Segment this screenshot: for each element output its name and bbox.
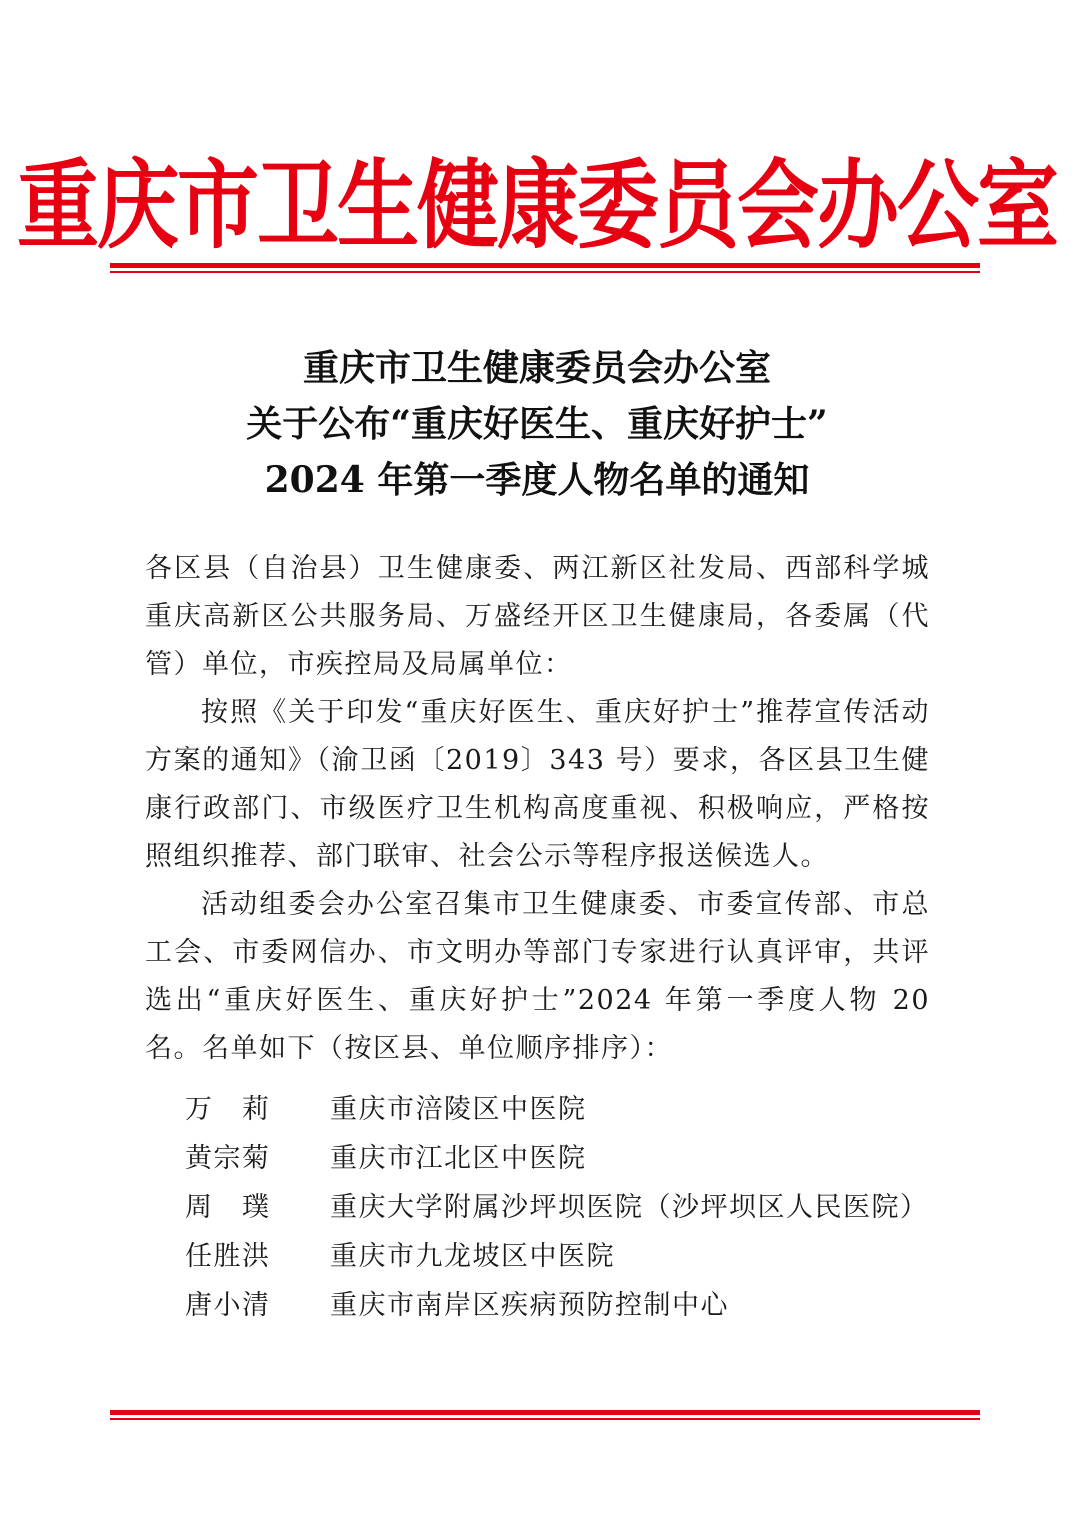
- honoree-name: 唐小清: [185, 1290, 271, 1321]
- addressee-text: 各区县（自治县）卫生健康委、两江新区社发局、西部科学城重庆高新区公共服务局、万盛经开区卫生健康局，各委属（代管）单位，市疾控局及局属单位：: [145, 553, 930, 680]
- honoree-name: 周 璞: [185, 1192, 271, 1223]
- list-item: [185, 1232, 945, 1281]
- title-line-2: 关于公布“重庆好医生、重庆好护士”: [246, 403, 828, 445]
- list-item: [185, 1183, 945, 1232]
- footer-rule-thin: [110, 1418, 980, 1420]
- paragraph-text-1: 按照《关于印发“重庆好医生、重庆好护士”推荐宣传活动方案的通知》（渝卫函〔2019〕343 号）要求，各区县卫生健康行政部门、市级医疗卫生机构高度重视、积极响应，严格按照组织推荐、部门联审、社会公示等程序报送候选人。: [145, 697, 930, 872]
- honoree-unit: 重庆市涪陵区中医院: [330, 1094, 587, 1125]
- honoree-unit: 重庆市南岸区疾病预防控制中心: [330, 1290, 729, 1321]
- title-line-1: 重庆市卫生健康委员会办公室: [302, 347, 771, 389]
- header-rule-thin: [110, 271, 980, 273]
- masthead-title: 重庆市卫生健康委员会办公室: [16, 150, 1057, 263]
- list-item: [185, 1085, 945, 1134]
- honoree-name: 万 莉: [185, 1094, 271, 1125]
- honoree-name: 任胜洪: [185, 1241, 271, 1272]
- list-item: [185, 1281, 945, 1330]
- addressee-block: [145, 545, 930, 689]
- body-paragraph-2: [145, 881, 930, 1073]
- paragraph-text-2: 活动组委会办公室召集市卫生健康委、市委宣传部、市总工会、市委网信办、市文明办等部门专家进行认真评审，共评选出“重庆好医生、重庆好护士”2024 年第一季度人物 20 名。名单如下（按区县、单位顺序排序）：: [145, 889, 930, 1064]
- honoree-list: [185, 1085, 945, 1330]
- honoree-unit: 重庆市九龙坡区中医院: [330, 1241, 615, 1272]
- footer-red-rule: [110, 1410, 980, 1420]
- honoree-name: 黄宗菊: [185, 1143, 271, 1174]
- body-paragraph-1: [145, 689, 930, 881]
- list-item: [185, 1134, 945, 1183]
- header-red-rule: [110, 263, 980, 273]
- honoree-unit: 重庆大学附属沙坪坝医院（沙坪坝区人民医院）: [330, 1192, 929, 1223]
- honoree-unit: 重庆市江北区中医院: [330, 1143, 587, 1174]
- document-title: [0, 340, 1074, 508]
- title-line-3: 2024 年第一季度人物名单的通知: [264, 459, 810, 501]
